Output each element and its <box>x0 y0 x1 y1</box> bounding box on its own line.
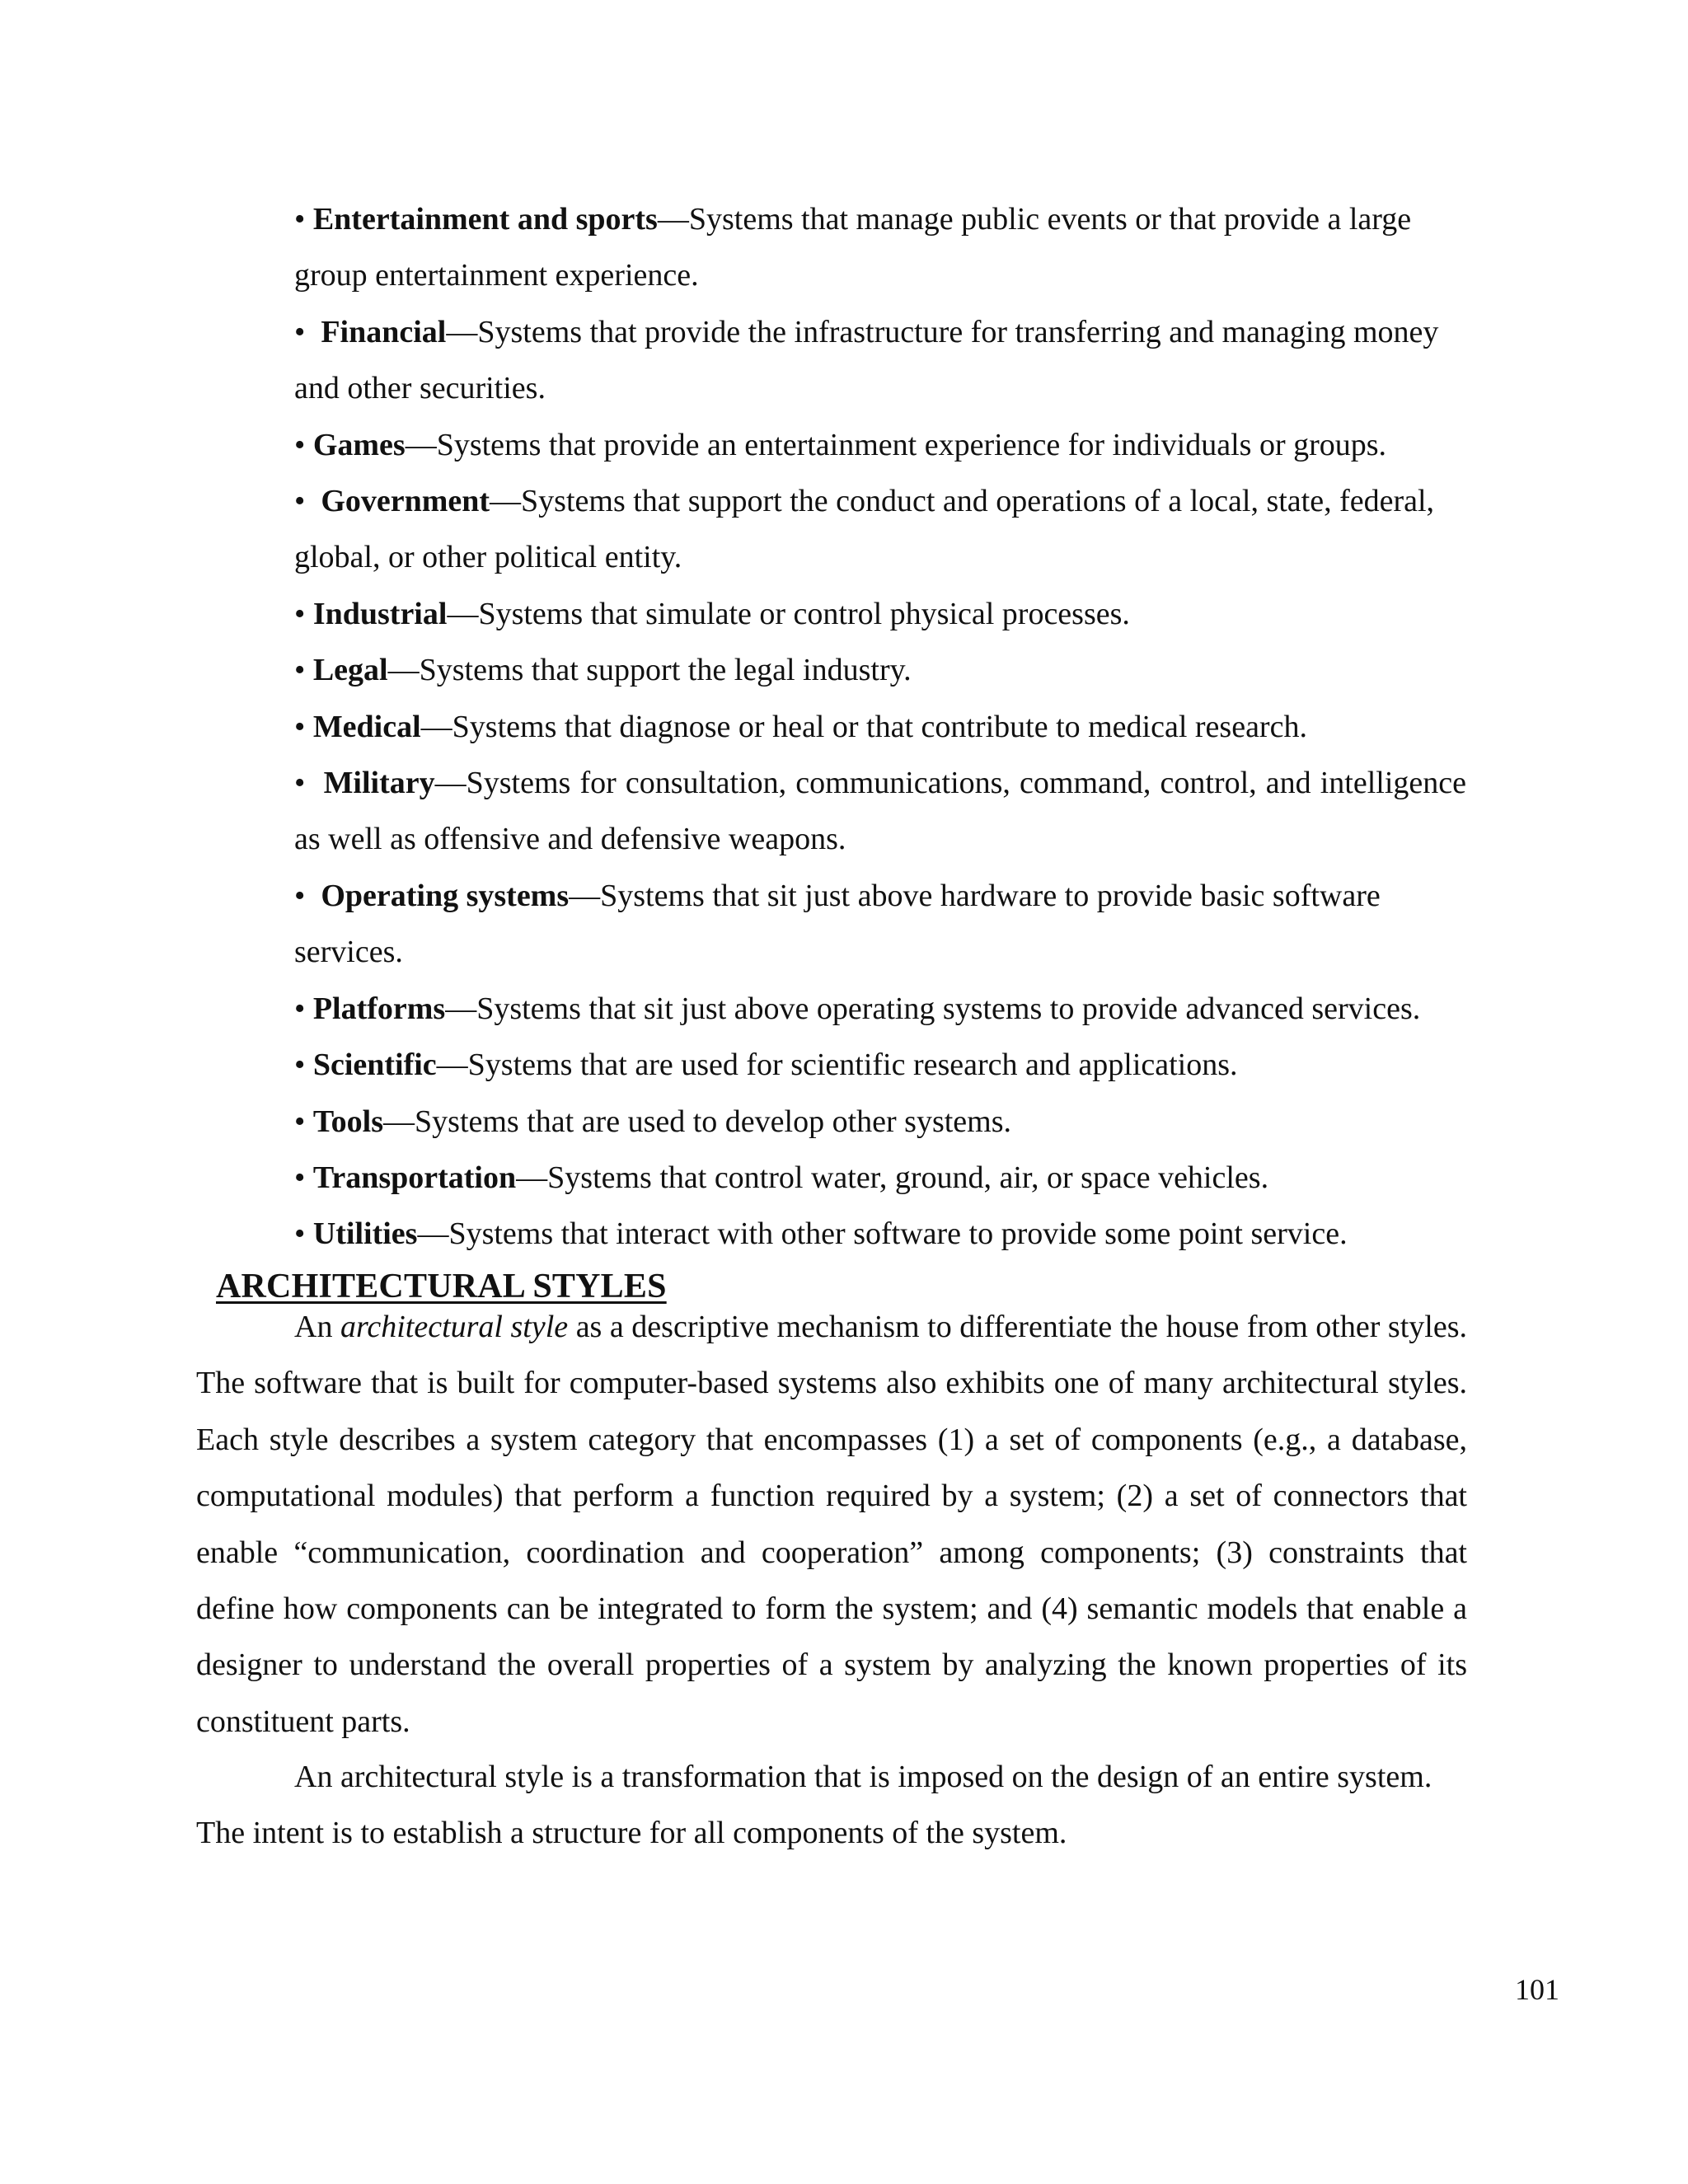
list-item-term: Military <box>323 766 435 801</box>
emphasized-term: architectural style <box>340 1310 569 1344</box>
list-item-term: Tools <box>312 1104 384 1139</box>
list-item-text: —Systems that control water, ground, air, or space vehicles. <box>516 1160 1269 1195</box>
list-item-text: —Systems that support the legal industry. <box>387 653 912 688</box>
list-item: • Scientific—Systems that are used for scientific research and applications. <box>294 1047 1238 1083</box>
list-item: • Financial—Systems that provide the infrastructure for transferring and managing money and other securities. <box>294 314 1439 406</box>
page-number: 101 <box>1515 1973 1559 2006</box>
list-item-term: Games <box>312 427 406 462</box>
list-item-term: Industrial <box>312 596 448 631</box>
list-item: • Legal—Systems that support the legal industry. <box>294 653 912 688</box>
list-item-text: —Systems for consultation, communications, command, control, and intelligence as well as offensive and defensive weapons. <box>294 766 1467 857</box>
list-item-term: Legal <box>312 653 388 688</box>
section-heading: ARCHITECTURAL STYLES <box>216 1268 667 1305</box>
list-item: • Medical—Systems that diagnose or heal or that contribute to medical research. <box>294 709 1307 744</box>
list-item-term: Entertainment and sports <box>312 202 658 237</box>
list-item-term: Financial <box>321 314 447 349</box>
section-paragraph: An architectural style is a transformation that is imposed on the design of an entire system. The intent is to establish a structure for all components of the system. <box>196 1760 1432 1851</box>
list-item: • Transportation—Systems that control water, ground, air, or space vehicles. <box>294 1160 1269 1195</box>
list-item: • Tools—Systems that are used to develop other systems. <box>294 1104 1012 1139</box>
list-item-text: —Systems that interact with other software to provide some point service. <box>417 1216 1348 1252</box>
list-item: • Government—Systems that support the conduct and operations of a local, state, federal, global, or other political entity. <box>294 484 1435 575</box>
list-item-text: —Systems that sit just above operating systems to provide advanced services. <box>445 991 1421 1026</box>
application-domain-list <box>294 191 1466 1263</box>
list-item-term: Platforms <box>312 991 446 1026</box>
list-item-term: Operating systems <box>321 878 570 913</box>
list-item: • Utilities—Systems that interact with other software to provide some point service. <box>294 1216 1348 1252</box>
list-item-text: —Systems that provide the infrastructure for transferring and managing money and other securities. <box>294 314 1439 406</box>
list-item: • Games—Systems that provide an entertainment experience for individuals or groups. <box>294 427 1387 462</box>
list-item-term: Medical <box>312 709 421 744</box>
list-item: • Military—Systems for consultation, communications, command, control, and intelligence as well as offensive and defensive weapons. <box>294 766 1467 857</box>
list-item-text: —Systems that diagnose or heal or that contribute to medical research. <box>420 709 1307 744</box>
list-item: • Platforms—Systems that sit just above operating systems to provide advanced services. <box>294 991 1421 1026</box>
list-item-term: Scientific <box>312 1047 437 1083</box>
list-item-term: Government <box>321 484 490 519</box>
list-item: • Operating systems—Systems that sit just above hardware to provide basic software services. <box>294 878 1381 970</box>
section-paragraph: An architectural style as a descriptive mechanism to differentiate the house from other styles. The software that is built for computer-based systems also exhibits one of many architectural styles. Each style describes a system category that encompasses (1) a set of components (e.g., a database, computational modules) that perform a function required by a system; (2) a set of connectors that enable “communication, coordination and cooperation” among components; (3) constraints that define how components can be integrated to form the system; and (4) semantic models that enable a designer to understand the overall properties of a system by analyzing the known properties of its constituent parts. <box>196 1310 1467 1739</box>
list-item-text: —Systems that are used to develop other systems. <box>383 1104 1012 1139</box>
list-item-term: Transportation <box>312 1160 517 1195</box>
list-item-text: —Systems that are used for scientific research and applications. <box>436 1047 1238 1083</box>
list-item-text: —Systems that provide an entertainment experience for individuals or groups. <box>405 427 1387 462</box>
list-item-text: —Systems that sit just above hardware to provide basic software services. <box>294 878 1381 970</box>
list-item-text: —Systems that simulate or control physical processes. <box>447 596 1130 631</box>
list-item: • Entertainment and sports—Systems that manage public events or that provide a large group entertainment experience. <box>294 202 1412 293</box>
list-item-text: —Systems that manage public events or that provide a large group entertainment experience. <box>294 202 1412 293</box>
list-item-text: —Systems that support the conduct and operations of a local, state, federal, global, or other political entity. <box>294 484 1435 575</box>
list-item-term: Utilities <box>312 1216 418 1252</box>
list-item: • Industrial—Systems that simulate or control physical processes. <box>294 596 1130 631</box>
